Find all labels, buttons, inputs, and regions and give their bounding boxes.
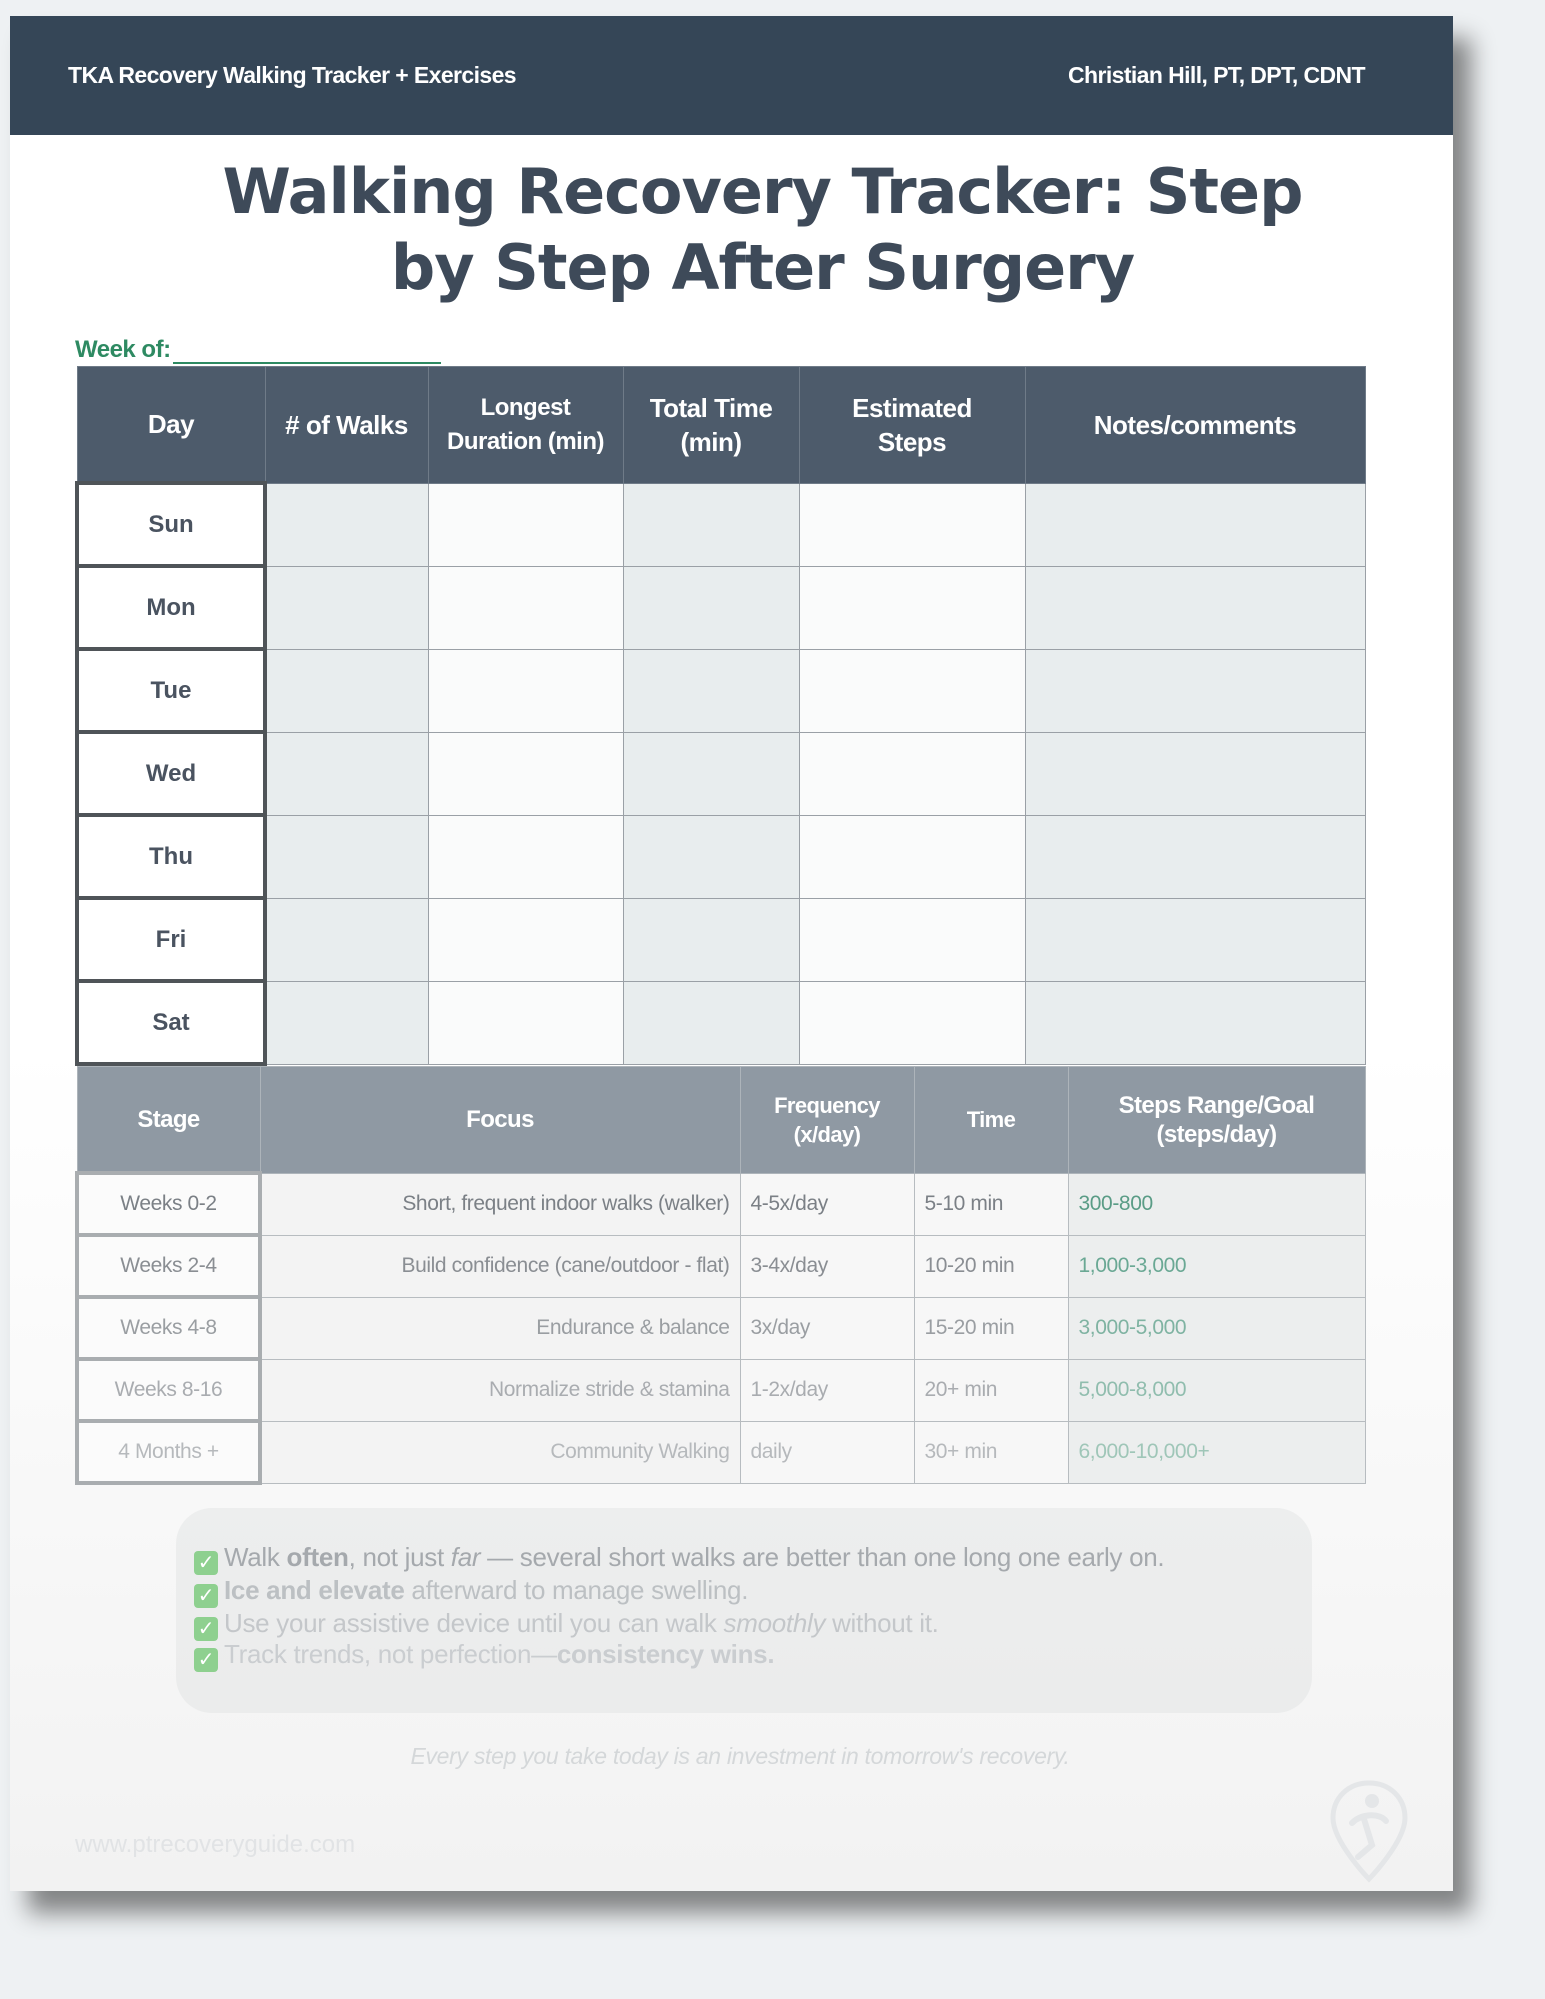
steps-goal-cell: 1,000-3,000 [1068,1235,1365,1297]
day-cell: Thu [77,815,265,898]
frequency-cell: 3x/day [740,1297,914,1359]
check-icon: ✓ [194,1617,218,1641]
walks-cell[interactable] [265,566,428,649]
tip-italic: far [450,1542,481,1572]
header-longest-duration [428,367,623,484]
header-stage: Stage [77,1067,260,1174]
longest-cell[interactable] [428,981,623,1064]
header-total-line1: Total Time [649,392,773,423]
notes-cell[interactable] [1025,483,1365,566]
frequency-cell: 3-4x/day [740,1235,914,1297]
walks-cell[interactable] [265,981,428,1064]
table-row [77,815,1365,898]
header-day: Day [77,367,265,484]
notes-cell[interactable] [1025,732,1365,815]
tip-bold: often [286,1542,349,1572]
stage-cell: Weeks 0-2 [77,1173,260,1235]
tip-item [194,1542,1164,1575]
stages-header-row [77,1067,1365,1174]
notes-cell[interactable] [1025,566,1365,649]
day-cell: Sat [77,981,265,1064]
table-row [77,898,1365,981]
header-longest-line1: Longest [480,393,571,421]
notes-cell[interactable] [1025,649,1365,732]
steps-cell[interactable] [799,483,1025,566]
time-cell: 5-10 min [914,1173,1068,1235]
header-goal-line2: (steps/day) [1156,1120,1277,1148]
walks-cell[interactable] [265,483,428,566]
steps-cell[interactable] [799,898,1025,981]
walks-cell[interactable] [265,815,428,898]
steps-cell[interactable] [799,566,1025,649]
header-total-time [623,367,799,484]
day-cell: Sun [77,483,265,566]
header-bar [10,16,1453,135]
stage-cell: Weeks 8-16 [77,1359,260,1421]
tip-item [194,1575,748,1608]
time-cell: 10-20 min [914,1235,1068,1297]
total-time-cell[interactable] [623,732,799,815]
table-row [77,981,1365,1064]
header-focus: Focus [260,1067,740,1174]
header-time: Time [914,1067,1068,1174]
total-time-cell[interactable] [623,981,799,1064]
table-row [77,1235,1365,1297]
recovery-stages-table [75,1066,1366,1485]
motivational-quote: Every step you take today is an investment in tomorrow's recovery. [410,1743,1070,1769]
longest-cell[interactable] [428,732,623,815]
walks-cell[interactable] [265,898,428,981]
tip-bold: consistency wins. [556,1639,775,1669]
longest-cell[interactable] [428,649,623,732]
steps-goal-cell: 300-800 [1068,1173,1365,1235]
header-notes: Notes/comments [1025,367,1365,484]
notes-cell[interactable] [1025,981,1365,1064]
header-steps-line2: Steps [877,426,947,457]
focus-cell: Community Walking [260,1421,740,1483]
stage-cell: Weeks 2-4 [77,1235,260,1297]
location-person-logo-icon [1328,1779,1410,1883]
stage-cell: Weeks 4-8 [77,1297,260,1359]
document-series-title: TKA Recovery Walking Tracker + Exercises [68,62,516,88]
walking-tracker-table [75,366,1366,1066]
day-cell: Fri [77,898,265,981]
check-icon: ✓ [194,1584,218,1608]
longest-cell[interactable] [428,483,623,566]
steps-cell[interactable] [799,815,1025,898]
table-row [77,732,1365,815]
total-time-cell[interactable] [623,649,799,732]
total-time-cell[interactable] [623,815,799,898]
table-row [77,566,1365,649]
website-url: www.ptrecoveryguide.com [75,1831,356,1858]
steps-goal-cell: 3,000-5,000 [1068,1297,1365,1359]
longest-cell[interactable] [428,815,623,898]
day-cell: Mon [77,566,265,649]
header-walks: # of Walks [265,367,428,484]
day-cell: Wed [77,732,265,815]
frequency-cell: 4-5x/day [740,1173,914,1235]
page-title-line-1: Walking Recovery Tracker: Step [222,155,1303,228]
walks-cell[interactable] [265,732,428,815]
page-title [10,154,1515,306]
header-frequency [740,1067,914,1174]
header-frequency-line2: (x/day) [793,1121,861,1147]
week-of-field [75,336,441,364]
table-row [77,1173,1365,1235]
total-time-cell[interactable] [623,898,799,981]
day-cell: Tue [77,649,265,732]
check-icon: ✓ [194,1551,218,1575]
table-row [77,649,1365,732]
tip-text: afterward to manage swelling. [404,1575,749,1605]
tracker-header-row [77,367,1365,484]
notes-cell[interactable] [1025,898,1365,981]
total-time-cell[interactable] [623,566,799,649]
week-of-label: Week of: [75,336,171,363]
time-cell: 30+ min [914,1421,1068,1483]
steps-goal-cell: 5,000-8,000 [1068,1359,1365,1421]
tip-text: , not just [348,1542,451,1572]
check-icon: ✓ [194,1648,218,1672]
header-frequency-line1: Frequency [774,1092,880,1118]
header-steps-line1: Estimated [852,392,972,423]
stage-cell: 4 Months + [77,1421,260,1483]
week-of-blank-line [173,340,441,364]
header-steps-goal [1068,1067,1365,1174]
tip-italic: smoothly [723,1608,826,1638]
tip-bold: Ice and elevate [224,1575,405,1605]
document-page [10,16,1453,1891]
header-estimated-steps [799,367,1025,484]
tips-box [176,1508,1312,1713]
tip-text: Track trends, not perfection— [224,1639,557,1669]
longest-cell[interactable] [428,898,623,981]
tip-text: Use your assistive device until you can walk [224,1608,724,1638]
frequency-cell: daily [740,1421,914,1483]
table-row [77,1297,1365,1359]
header-longest-line2: Duration (min) [447,427,604,455]
notes-cell[interactable] [1025,815,1365,898]
steps-cell[interactable] [799,732,1025,815]
tip-text: without it. [825,1608,939,1638]
steps-cell[interactable] [799,649,1025,732]
steps-goal-cell: 6,000-10,000+ [1068,1421,1365,1483]
total-time-cell[interactable] [623,483,799,566]
tip-item [194,1639,774,1672]
header-goal-line1: Steps Range/Goal [1118,1091,1315,1119]
tip-text: Walk [224,1542,287,1572]
tip-item [194,1608,939,1641]
focus-cell: Endurance & balance [260,1297,740,1359]
focus-cell: Build confidence (cane/outdoor - flat) [260,1235,740,1297]
header-total-line2: (min) [680,426,742,457]
table-row [77,1421,1365,1483]
steps-cell[interactable] [799,981,1025,1064]
page-title-line-2: by Step After Surgery [390,231,1135,304]
table-row [77,1359,1365,1421]
table-row [77,483,1365,566]
walks-cell[interactable] [265,649,428,732]
frequency-cell: 1-2x/day [740,1359,914,1421]
time-cell: 20+ min [914,1359,1068,1421]
focus-cell: Normalize stride & stamina [260,1359,740,1421]
author-name: Christian Hill, PT, DPT, CDNT [1068,62,1365,88]
tip-text: — several short walks are better than one long one early on. [480,1542,1165,1572]
focus-cell: Short, frequent indoor walks (walker) [260,1173,740,1235]
time-cell: 15-20 min [914,1297,1068,1359]
longest-cell[interactable] [428,566,623,649]
